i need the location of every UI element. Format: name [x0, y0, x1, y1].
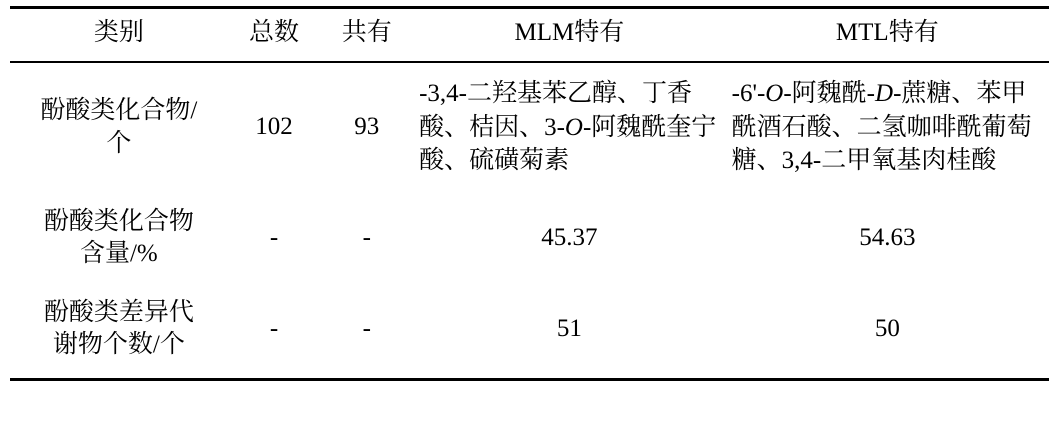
cell-mlm-unique: -3,4-二羟基苯乙醇、丁香酸、桔因、3-O-阿魏酰奎宁酸、硫磺菊素: [419, 80, 717, 175]
table-row: [10, 190, 1049, 285]
cell-shared: 93: [354, 113, 380, 141]
table-header-row: [10, 8, 1049, 63]
column-header-mlm-unique: MLM特有: [413, 8, 726, 63]
column-header-mtl-unique: MTL特有: [726, 8, 1049, 63]
cell-category: [10, 285, 228, 380]
cell-category-text: 酚酸类化合物 含量/%: [43, 207, 194, 268]
column-header-total: 总数: [228, 8, 321, 63]
cell-shared: -: [362, 224, 371, 251]
cell-category-text: 酚酸类差异代 谢物个数/个: [43, 298, 194, 359]
comparison-table: [10, 6, 1049, 381]
cell-total: 102: [255, 113, 293, 141]
cell-total: -: [269, 224, 279, 251]
cell-mlm-unique: 51: [556, 315, 582, 342]
cell-shared: -: [362, 315, 371, 342]
document-sheet: [0, 6, 1059, 436]
cell-mtl-unique: 54.63: [859, 224, 916, 251]
cell-category: [10, 190, 228, 285]
table-row: [10, 62, 1049, 190]
column-header-category: 类别: [10, 8, 228, 63]
table-header: [10, 8, 1049, 63]
cell-category-text: 酚酸类化合物/ 个: [40, 97, 198, 157]
cell-mtl-unique: 50: [874, 315, 900, 342]
cell-mlm-unique: 45.37: [541, 224, 598, 251]
table-body: [10, 62, 1049, 379]
cell-total: -: [269, 315, 279, 342]
column-header-shared: 共有: [320, 8, 413, 63]
cell-category: [10, 62, 228, 190]
cell-mtl-unique: -6'-O-阿魏酰-D-蔗糖、苯甲酰酒石酸、二氢咖啡酰葡萄糖、3,4-二甲氧基肉桂酸: [731, 80, 1032, 175]
table-row: [10, 285, 1049, 380]
